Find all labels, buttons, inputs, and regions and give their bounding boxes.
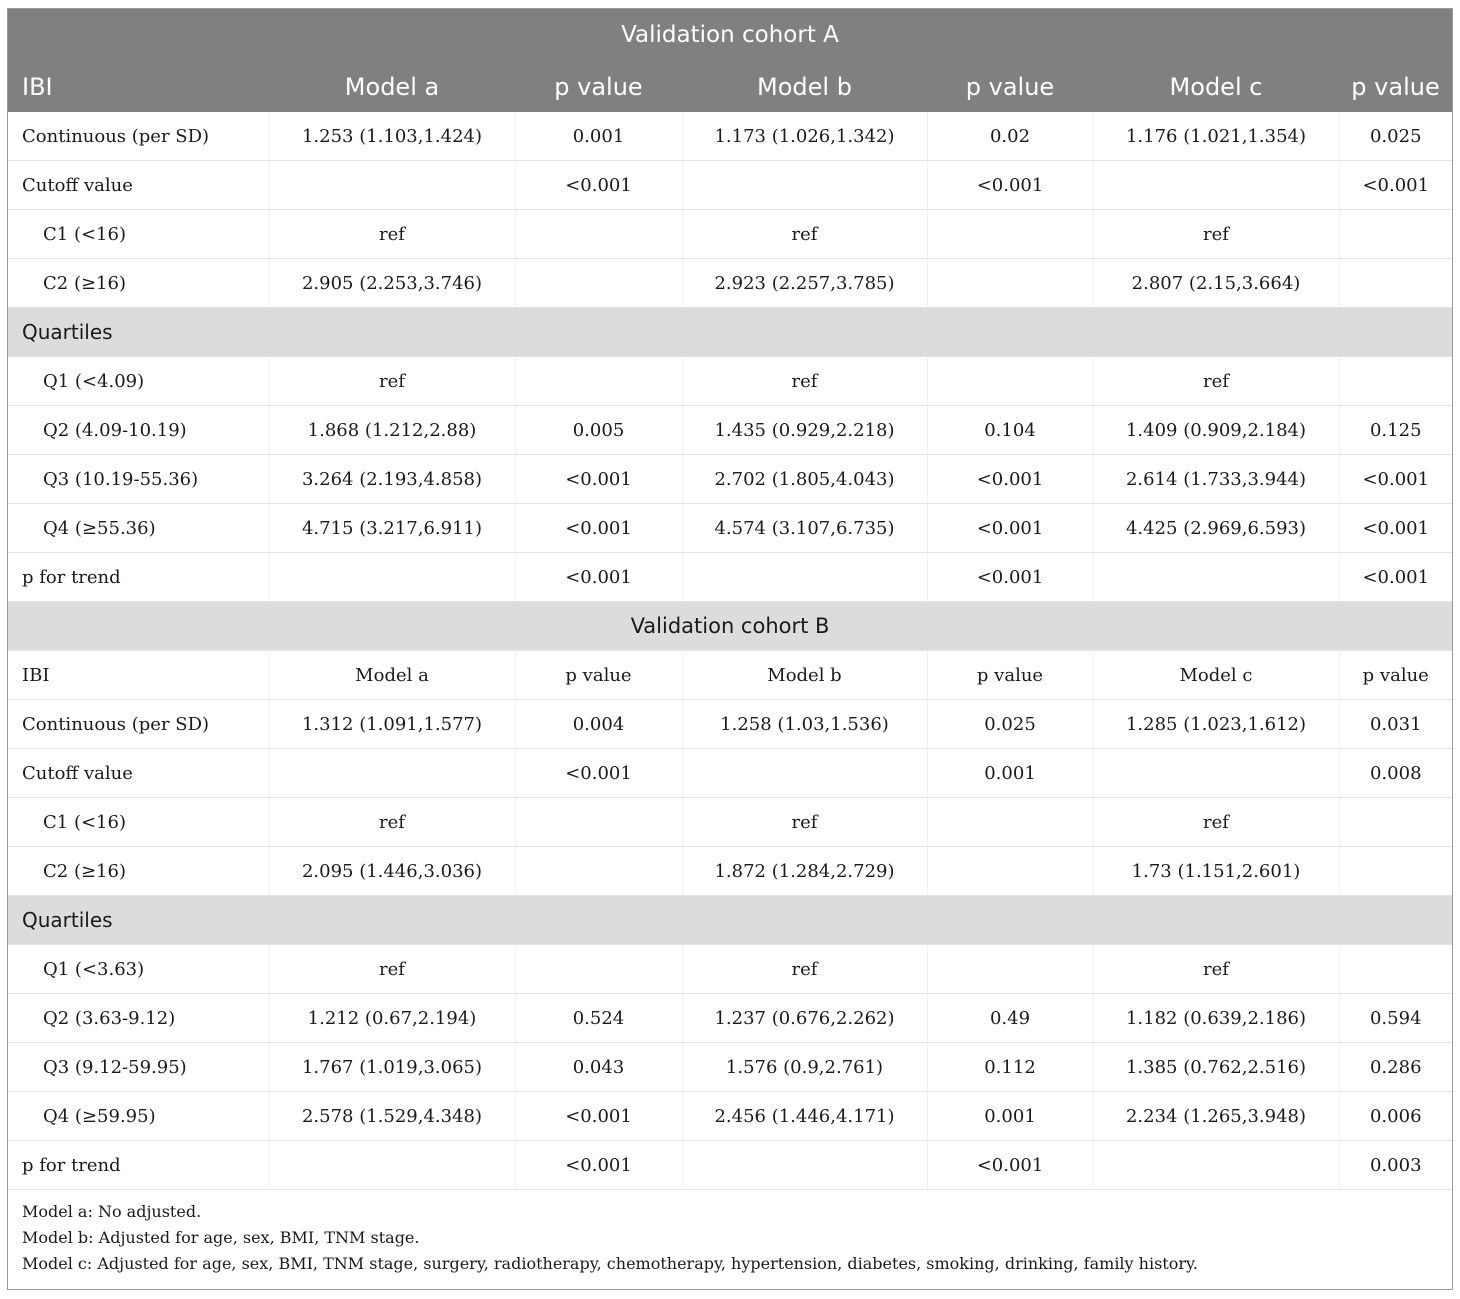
- row-label: p for trend: [8, 1141, 269, 1190]
- table-cell: 0.112: [927, 1043, 1093, 1092]
- table-cell: [927, 210, 1093, 259]
- table-cell: 0.286: [1339, 1043, 1452, 1092]
- table-cell: 1.212 (0.67,2.194): [269, 994, 515, 1043]
- table-cell: 0.02: [927, 112, 1093, 161]
- table-cell: [269, 553, 515, 602]
- table-cell: 2.095 (1.446,3.036): [269, 847, 515, 896]
- table-cell: 2.234 (1.265,3.948): [1093, 1092, 1339, 1141]
- table-cell: ref: [682, 210, 927, 259]
- table-cell: 2.923 (2.257,3.785): [682, 259, 927, 308]
- table-cell: 0.025: [1339, 112, 1452, 161]
- column-header: p value: [515, 651, 682, 700]
- table-cell: 1.73 (1.151,2.601): [1093, 847, 1339, 896]
- table-row: [8, 259, 1452, 308]
- table-cell: <0.001: [927, 553, 1093, 602]
- table-cell: [515, 847, 682, 896]
- table-cell: 1.872 (1.284,2.729): [682, 847, 927, 896]
- column-header: Model a: [269, 651, 515, 700]
- table-cell: [682, 553, 927, 602]
- table-container: [7, 8, 1453, 1290]
- table-body: [8, 9, 1452, 1190]
- row-label: Q2 (4.09-10.19): [8, 406, 269, 455]
- table-cell: 1.176 (1.021,1.354): [1093, 112, 1339, 161]
- table-cell: [927, 357, 1093, 406]
- table-cell: 0.104: [927, 406, 1093, 455]
- table-cell: 0.008: [1339, 749, 1452, 798]
- table-cell: 0.004: [515, 700, 682, 749]
- table-cell: <0.001: [515, 1141, 682, 1190]
- table-cell: 1.253 (1.103,1.424): [269, 112, 515, 161]
- table-cell: 1.385 (0.762,2.516): [1093, 1043, 1339, 1092]
- table-cell: [515, 945, 682, 994]
- row-label: Continuous (per SD): [8, 700, 269, 749]
- row-label: Q3 (9.12-59.95): [8, 1043, 269, 1092]
- table-cell: 2.456 (1.446,4.171): [682, 1092, 927, 1141]
- footnote: Model a: No adjusted.: [22, 1202, 202, 1221]
- table-cell: ref: [269, 210, 515, 259]
- column-header: IBI: [8, 62, 269, 113]
- table-cell: ref: [682, 357, 927, 406]
- row-label: C1 (<16): [8, 798, 269, 847]
- table-cell: [1093, 161, 1339, 210]
- row-label: Q4 (≥55.36): [8, 504, 269, 553]
- table-cell: 1.285 (1.023,1.612): [1093, 700, 1339, 749]
- cohort-b-title: Validation cohort B: [8, 602, 1452, 651]
- table-cell: [1339, 847, 1452, 896]
- column-header: Model b: [682, 62, 927, 113]
- section-row: [8, 308, 1452, 357]
- table-row: [8, 553, 1452, 602]
- column-header: Model c: [1093, 62, 1339, 113]
- table-cell: [682, 161, 927, 210]
- table-cell: 0.001: [927, 749, 1093, 798]
- table-cell: 0.005: [515, 406, 682, 455]
- table-cell: ref: [269, 945, 515, 994]
- table-row: [8, 210, 1452, 259]
- table-cell: 0.003: [1339, 1141, 1452, 1190]
- row-label: Q3 (10.19-55.36): [8, 455, 269, 504]
- table-cell: 1.767 (1.019,3.065): [269, 1043, 515, 1092]
- table-cell: 1.173 (1.026,1.342): [682, 112, 927, 161]
- table-cell: [1339, 357, 1452, 406]
- table-cell: 0.594: [1339, 994, 1452, 1043]
- table-cell: [927, 945, 1093, 994]
- table-cell: 0.031: [1339, 700, 1452, 749]
- row-label: Cutoff value: [8, 161, 269, 210]
- section-label: Quartiles: [8, 896, 1452, 945]
- table-cell: ref: [1093, 945, 1339, 994]
- table-cell: [682, 749, 927, 798]
- table-cell: 0.49: [927, 994, 1093, 1043]
- footnotes: [8, 1190, 1452, 1277]
- table-row: [8, 1043, 1452, 1092]
- table-cell: [1093, 749, 1339, 798]
- table-row: [8, 357, 1452, 406]
- table-cell: 4.425 (2.969,6.593): [1093, 504, 1339, 553]
- table-cell: [515, 357, 682, 406]
- row-label: p for trend: [8, 553, 269, 602]
- table-cell: 1.576 (0.9,2.761): [682, 1043, 927, 1092]
- table-cell: ref: [1093, 798, 1339, 847]
- table-cell: [515, 798, 682, 847]
- column-header: Model b: [682, 651, 927, 700]
- table-cell: [269, 749, 515, 798]
- table-cell: [927, 847, 1093, 896]
- footnote: Model b: Adjusted for age, sex, BMI, TNM stage.: [22, 1228, 420, 1247]
- footnote: Model c: Adjusted for age, sex, BMI, TNM stage, surgery, radiotherapy, chemotherapy, hypertension, diabetes, smoking, drinking, family history.: [22, 1254, 1199, 1273]
- table-cell: <0.001: [927, 455, 1093, 504]
- table-row: [8, 1092, 1452, 1141]
- table-cell: 0.001: [927, 1092, 1093, 1141]
- table-row: [8, 504, 1452, 553]
- table-cell: [682, 1141, 927, 1190]
- table-cell: 1.868 (1.212,2.88): [269, 406, 515, 455]
- table-cell: 2.578 (1.529,4.348): [269, 1092, 515, 1141]
- table-cell: <0.001: [515, 553, 682, 602]
- cohort-b-header-row: [8, 651, 1452, 700]
- section-row: [8, 896, 1452, 945]
- row-label: Q2 (3.63-9.12): [8, 994, 269, 1043]
- table-cell: <0.001: [515, 504, 682, 553]
- table-cell: 0.043: [515, 1043, 682, 1092]
- table-cell: 2.905 (2.253,3.746): [269, 259, 515, 308]
- table-cell: [1339, 259, 1452, 308]
- table-cell: 1.182 (0.639,2.186): [1093, 994, 1339, 1043]
- table-cell: ref: [682, 945, 927, 994]
- cohort-a-title: Validation cohort A: [8, 9, 1452, 62]
- table-cell: <0.001: [1339, 455, 1452, 504]
- table-cell: 1.409 (0.909,2.184): [1093, 406, 1339, 455]
- column-header: Model a: [269, 62, 515, 113]
- column-header: p value: [1339, 62, 1452, 113]
- column-header: p value: [515, 62, 682, 113]
- table-cell: 4.574 (3.107,6.735): [682, 504, 927, 553]
- row-label: Cutoff value: [8, 749, 269, 798]
- table-cell: [1339, 210, 1452, 259]
- table-cell: [1339, 945, 1452, 994]
- column-header: p value: [927, 651, 1093, 700]
- table-cell: <0.001: [927, 504, 1093, 553]
- table-cell: 0.006: [1339, 1092, 1452, 1141]
- cohort-a-title-row: [8, 9, 1452, 62]
- column-header: Model c: [1093, 651, 1339, 700]
- table-row: [8, 945, 1452, 994]
- table-cell: <0.001: [1339, 553, 1452, 602]
- table-cell: <0.001: [927, 161, 1093, 210]
- table-cell: [1093, 1141, 1339, 1190]
- row-label: Q4 (≥59.95): [8, 1092, 269, 1141]
- row-label: C2 (≥16): [8, 259, 269, 308]
- table-cell: 2.807 (2.15,3.664): [1093, 259, 1339, 308]
- table-cell: [515, 210, 682, 259]
- table-cell: 0.001: [515, 112, 682, 161]
- table-cell: 2.614 (1.733,3.944): [1093, 455, 1339, 504]
- table-cell: <0.001: [515, 749, 682, 798]
- row-label: Q1 (<4.09): [8, 357, 269, 406]
- column-header: IBI: [8, 651, 269, 700]
- table-cell: 0.524: [515, 994, 682, 1043]
- table-row: [8, 847, 1452, 896]
- table-row: [8, 161, 1452, 210]
- column-header: p value: [1339, 651, 1452, 700]
- table-cell: 2.702 (1.805,4.043): [682, 455, 927, 504]
- section-label: Quartiles: [8, 308, 1452, 357]
- cohort-b-title-row: [8, 602, 1452, 651]
- table-cell: 1.312 (1.091,1.577): [269, 700, 515, 749]
- table-cell: ref: [1093, 210, 1339, 259]
- row-label: Q1 (<3.63): [8, 945, 269, 994]
- table-cell: <0.001: [515, 455, 682, 504]
- table-cell: [269, 1141, 515, 1190]
- column-header: p value: [927, 62, 1093, 113]
- table-cell: [515, 259, 682, 308]
- table-cell: 0.025: [927, 700, 1093, 749]
- table-cell: [1339, 798, 1452, 847]
- row-label: Continuous (per SD): [8, 112, 269, 161]
- cohort-a-header-row: [8, 62, 1452, 113]
- table-cell: <0.001: [927, 1141, 1093, 1190]
- table-cell: ref: [269, 357, 515, 406]
- table-cell: <0.001: [515, 161, 682, 210]
- table-row: [8, 994, 1452, 1043]
- table-row: [8, 798, 1452, 847]
- table-cell: [269, 161, 515, 210]
- row-label: C1 (<16): [8, 210, 269, 259]
- table-cell: 1.237 (0.676,2.262): [682, 994, 927, 1043]
- table-row: [8, 749, 1452, 798]
- table-cell: 0.125: [1339, 406, 1452, 455]
- table-cell: [927, 798, 1093, 847]
- table-cell: <0.001: [515, 1092, 682, 1141]
- table-cell: 1.435 (0.929,2.218): [682, 406, 927, 455]
- table-cell: [927, 259, 1093, 308]
- table-row: [8, 1141, 1452, 1190]
- table-row: [8, 455, 1452, 504]
- table-cell: ref: [1093, 357, 1339, 406]
- table-cell: ref: [269, 798, 515, 847]
- table-cell: [1093, 553, 1339, 602]
- table-cell: <0.001: [1339, 504, 1452, 553]
- table-row: [8, 112, 1452, 161]
- table-cell: <0.001: [1339, 161, 1452, 210]
- results-table: [8, 9, 1452, 1190]
- table-row: [8, 406, 1452, 455]
- table-cell: 3.264 (2.193,4.858): [269, 455, 515, 504]
- table-cell: 1.258 (1.03,1.536): [682, 700, 927, 749]
- table-cell: 4.715 (3.217,6.911): [269, 504, 515, 553]
- table-cell: ref: [682, 798, 927, 847]
- table-row: [8, 700, 1452, 749]
- row-label: C2 (≥16): [8, 847, 269, 896]
